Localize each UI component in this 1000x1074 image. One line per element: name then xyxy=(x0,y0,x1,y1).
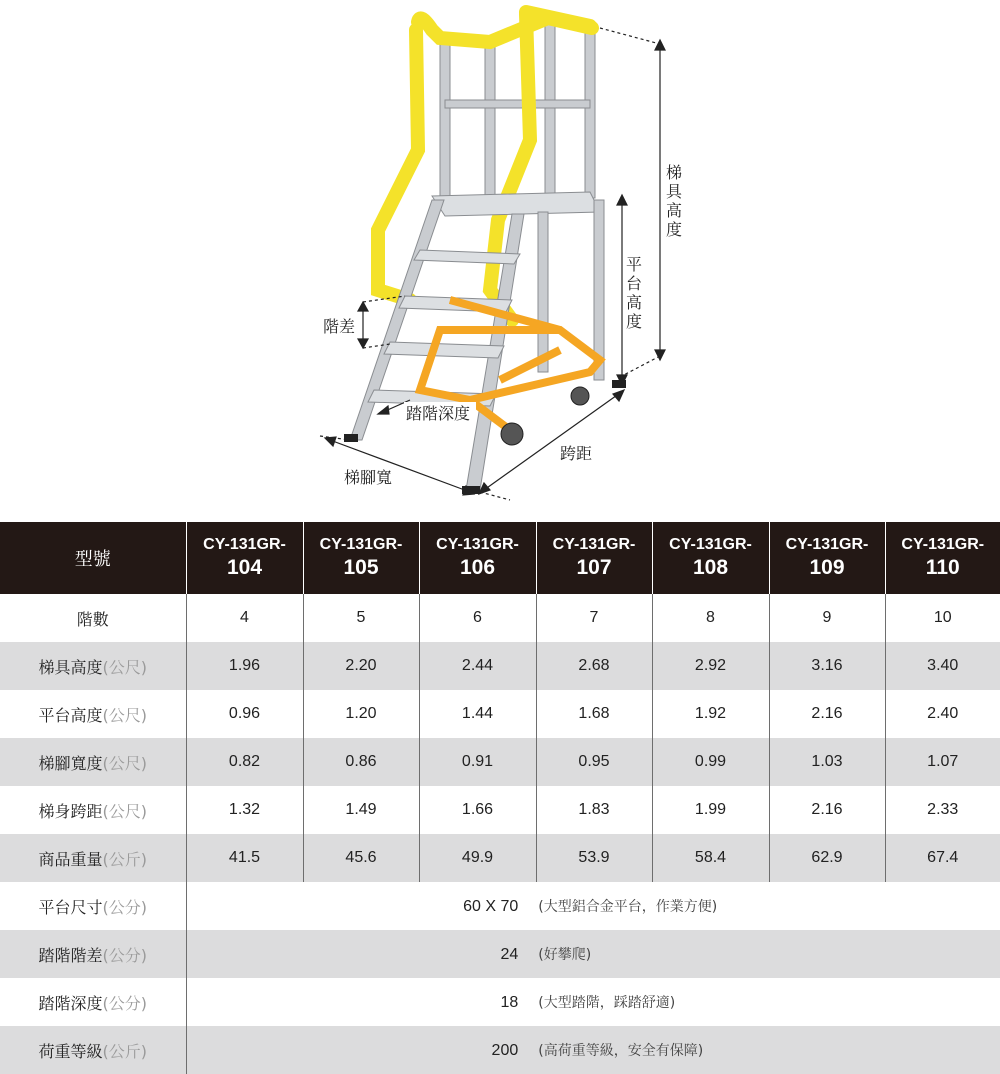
spec-cell: 8 xyxy=(652,594,769,642)
row-unit: (公斤) xyxy=(103,850,148,869)
spec-cell: 58.4 xyxy=(652,834,769,882)
row-unit: (公分) xyxy=(103,898,148,917)
spec-common-row xyxy=(0,930,1000,978)
spec-common-value xyxy=(186,882,1000,930)
row-label-text: 商品重量 xyxy=(38,850,102,869)
spec-cell: 1.92 xyxy=(652,690,769,738)
tread-depth-label: 踏階深度 xyxy=(406,404,470,423)
row-label-text: 平台高度 xyxy=(38,706,102,725)
model-prefix: CY-131GR- xyxy=(304,535,419,555)
row-label-text: 梯具高度 xyxy=(38,658,102,677)
row-label xyxy=(0,642,186,690)
spec-cell: 10 xyxy=(885,594,1000,642)
model-prefix: CY-131GR- xyxy=(420,535,536,555)
spec-cell: 0.95 xyxy=(536,738,652,786)
spec-row xyxy=(0,834,1000,882)
common-value: 18 xyxy=(208,994,538,1012)
row-label-text: 荷重等級 xyxy=(38,1042,102,1061)
spec-cell: 1.99 xyxy=(652,786,769,834)
span-label: 跨距 xyxy=(560,444,592,463)
spec-cell: 1.96 xyxy=(186,642,303,690)
base-width-label: 梯腳寬 xyxy=(344,468,392,487)
spec-cell: 7 xyxy=(536,594,652,642)
spec-cell: 2.68 xyxy=(536,642,652,690)
spec-common-row xyxy=(0,978,1000,1026)
spec-table-body xyxy=(0,594,1000,1074)
model-number: 107 xyxy=(537,555,652,581)
row-label xyxy=(0,1026,186,1074)
row-label xyxy=(0,690,186,738)
spec-cell: 3.40 xyxy=(885,642,1000,690)
spec-cell: 2.20 xyxy=(303,642,419,690)
row-label-text: 梯腳寬度 xyxy=(38,754,102,773)
model-number: 106 xyxy=(420,555,536,581)
dim-label-ladder-height xyxy=(666,163,683,239)
model-number: 104 xyxy=(187,555,303,581)
dim-label-platform-height xyxy=(626,255,642,331)
spec-cell: 1.83 xyxy=(536,786,652,834)
spec-cell: 1.68 xyxy=(536,690,652,738)
common-note: (高荷重等級，安全有保障) xyxy=(538,1040,978,1060)
spec-cell: 0.86 xyxy=(303,738,419,786)
model-header-107 xyxy=(536,522,652,594)
model-number: 108 xyxy=(653,555,769,581)
spec-common-value xyxy=(186,1026,1000,1074)
spec-cell: 3.16 xyxy=(769,642,885,690)
row-label-text: 踏階深度 xyxy=(38,994,102,1013)
row-label-text: 踏階階差 xyxy=(38,946,102,965)
row-label xyxy=(0,786,186,834)
spec-cell: 1.07 xyxy=(885,738,1000,786)
spec-cell: 53.9 xyxy=(536,834,652,882)
spec-cell: 2.33 xyxy=(885,786,1000,834)
spec-row xyxy=(0,690,1000,738)
spec-row xyxy=(0,786,1000,834)
model-prefix: CY-131GR- xyxy=(187,535,303,555)
row-label xyxy=(0,930,186,978)
common-note: (好攀爬) xyxy=(538,944,978,964)
spec-cell: 4 xyxy=(186,594,303,642)
platform-height-label: 平台高度 xyxy=(626,255,642,331)
model-header-109 xyxy=(769,522,885,594)
spec-row xyxy=(0,642,1000,690)
spec-cell: 9 xyxy=(769,594,885,642)
spec-cell: 62.9 xyxy=(769,834,885,882)
spec-cell: 41.5 xyxy=(186,834,303,882)
spec-cell: 2.16 xyxy=(769,690,885,738)
row-label xyxy=(0,834,186,882)
row-label-text: 梯身跨距 xyxy=(38,802,102,821)
model-number: 105 xyxy=(304,555,419,581)
spec-cell: 5 xyxy=(303,594,419,642)
row-unit: (公尺) xyxy=(103,706,148,725)
model-header-104 xyxy=(186,522,303,594)
model-header-110 xyxy=(885,522,1000,594)
common-value: 60 X 70 xyxy=(208,898,538,916)
spec-common-value xyxy=(186,930,1000,978)
spec-cell: 49.9 xyxy=(419,834,536,882)
ladder-diagram xyxy=(0,0,1000,520)
row-unit: (公尺) xyxy=(103,802,148,821)
step-rise-label: 階差 xyxy=(323,317,355,336)
model-prefix: CY-131GR- xyxy=(537,535,652,555)
model-prefix: CY-131GR- xyxy=(886,535,1000,555)
model-header-label: 型號 xyxy=(0,522,186,594)
common-value: 24 xyxy=(208,946,538,964)
spec-common-row xyxy=(0,882,1000,930)
spec-cell: 0.99 xyxy=(652,738,769,786)
spec-header-row xyxy=(0,522,1000,594)
spec-cell: 0.91 xyxy=(419,738,536,786)
row-label-text: 階數 xyxy=(77,610,109,629)
spec-cell: 2.40 xyxy=(885,690,1000,738)
spec-cell: 45.6 xyxy=(303,834,419,882)
row-label-text: 平台尺寸 xyxy=(38,898,102,917)
model-header-105 xyxy=(303,522,419,594)
spec-table xyxy=(0,522,1000,1074)
spec-cell: 1.49 xyxy=(303,786,419,834)
spec-cell: 0.96 xyxy=(186,690,303,738)
row-unit: (公分) xyxy=(103,994,148,1013)
row-unit: (公分) xyxy=(103,946,148,965)
model-prefix: CY-131GR- xyxy=(653,535,769,555)
model-header-106 xyxy=(419,522,536,594)
spec-cell: 67.4 xyxy=(885,834,1000,882)
spec-common-row xyxy=(0,1026,1000,1074)
row-unit: (公尺) xyxy=(103,658,148,677)
spec-cell: 1.44 xyxy=(419,690,536,738)
row-unit: (公斤) xyxy=(103,1042,148,1061)
model-number: 110 xyxy=(886,555,1000,581)
ladder-height-label: 梯具高度 xyxy=(666,163,683,239)
row-label xyxy=(0,882,186,930)
spec-cell: 2.92 xyxy=(652,642,769,690)
spec-cell: 2.16 xyxy=(769,786,885,834)
common-note: (大型鋁合金平台，作業方便) xyxy=(538,896,978,916)
spec-cell: 1.03 xyxy=(769,738,885,786)
spec-cell: 1.32 xyxy=(186,786,303,834)
row-label xyxy=(0,738,186,786)
model-header-108 xyxy=(652,522,769,594)
ladder-illustration xyxy=(0,0,1000,520)
spec-cell: 2.44 xyxy=(419,642,536,690)
model-prefix: CY-131GR- xyxy=(770,535,885,555)
spec-cell: 0.82 xyxy=(186,738,303,786)
spec-row xyxy=(0,738,1000,786)
ladder-drawing xyxy=(344,12,626,494)
model-number: 109 xyxy=(770,555,885,581)
spec-cell: 1.66 xyxy=(419,786,536,834)
row-unit: (公尺) xyxy=(103,754,148,773)
common-note: (大型踏階，踩踏舒適) xyxy=(538,992,978,1012)
row-label xyxy=(0,594,186,642)
spec-cell: 1.20 xyxy=(303,690,419,738)
spec-cell: 6 xyxy=(419,594,536,642)
common-value: 200 xyxy=(208,1042,538,1060)
spec-row xyxy=(0,594,1000,642)
spec-common-value xyxy=(186,978,1000,1026)
row-label xyxy=(0,978,186,1026)
